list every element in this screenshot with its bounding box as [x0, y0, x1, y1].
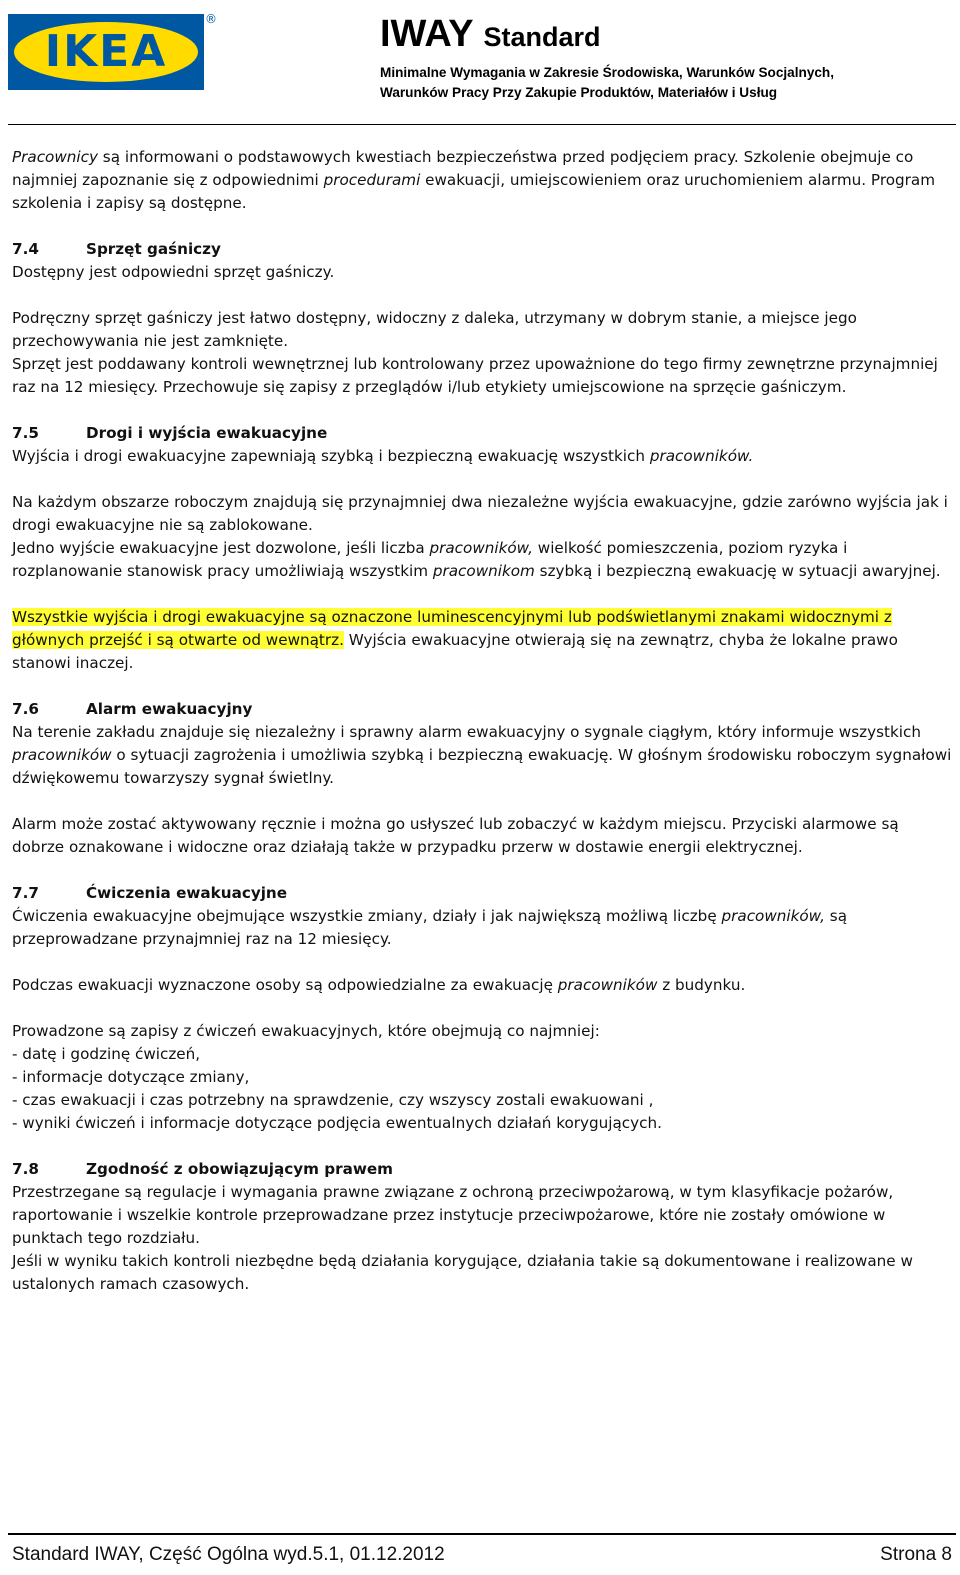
document-subtitle	[380, 63, 955, 103]
term-pracownikow: pracowników,	[429, 539, 533, 557]
paragraph	[12, 445, 954, 468]
text-span: Ćwiczenia ewakuacyjne obejmujące wszystkie zmiany, działy i jak największą możliwą liczbę	[12, 907, 722, 925]
document-title	[380, 12, 955, 59]
section-heading-7-8	[12, 1158, 954, 1181]
paragraph: Podręczny sprzęt gaśniczy jest łatwo dostępny, widoczny z daleka, utrzymany w dobrym stanie, a miejsce jego przechowywania nie jest zamknięte.	[12, 309, 857, 350]
paragraph	[12, 905, 954, 951]
footer-page-number: Strona 8	[880, 1544, 952, 1565]
text-span: Wyjścia i drogi ewakuacyjne zapewniają szybką i bezpieczną ewakuację wszystkich	[12, 447, 650, 465]
paragraph: Sprzęt jest poddawany kontroli wewnętrznej lub kontrolowany przez upoważnione do tego firmy zewnętrzne przynajmniej raz na 12 miesięcy. Przechowuje się zapisy z przeglądów i/lub etykiety umiejscowione na sprzęcie gaśniczym.	[12, 355, 938, 396]
list-item: - wyniki ćwiczeń i informacje dotyczące podjęcia ewentualnych działań korygujących.	[12, 1114, 662, 1132]
paragraph: Na każdym obszarze roboczym znajdują się przynajmniej dwa niezależne wyjścia ewakuacyjne, gdzie zarówno wyjścia jak i drogi ewakuacyjne nie są zablokowane.	[12, 493, 948, 534]
section-title: Ćwiczenia ewakuacyjne	[86, 884, 288, 902]
text-span: z budynku.	[657, 976, 746, 994]
section-number: 7.6	[12, 700, 39, 718]
term-pracownikow: pracowników.	[649, 447, 754, 465]
text-span: Wyjścia ewakuacyjne otwierają się na zewnątrz, chyba że lokalne prawo stanowi inaczej.	[12, 631, 898, 672]
text-span: Jedno wyjście ewakuacyjne jest dozwolone, jeśli liczba	[12, 539, 430, 557]
section-number: 7.8	[12, 1160, 39, 1178]
section-heading-7-6	[12, 698, 954, 721]
text-span: ewakuacji, umiejscowieniem oraz uruchomieniem alarmu. Program szkolenia i zapisy są dostępne.	[12, 171, 936, 212]
section-number: 7.5	[12, 424, 39, 442]
term-pracownicy: Pracownicy	[12, 148, 98, 166]
footer-document-info: Standard IWAY, Część Ogólna wyd.5.1, 01.12.2012	[12, 1544, 445, 1565]
section-title: Zgodność z obowiązującym prawem	[86, 1160, 394, 1178]
footer-divider	[8, 1533, 956, 1535]
highlighted-text: Wszystkie wyjścia i drogi ewakuacyjne są oznaczone luminescencyjnymi lub podświetlanymi znakami widocznymi z głównych przejść i są otwarte od wewnątrz.	[12, 608, 892, 649]
text-span: wielkość pomieszczenia, poziom ryzyka i rozplanowanie stanowisk pracy umożliwiają wszystkim	[12, 539, 848, 580]
list-item: - informacje dotyczące zmiany,	[12, 1068, 250, 1086]
paragraph	[12, 606, 954, 675]
section-heading-7-4	[12, 238, 954, 261]
section-title: Drogi i wyjścia ewakuacyjne	[86, 424, 328, 442]
text-span: są informowani o podstawowych kwestiach bezpieczeństwa przed podjęciem pracy. Szkolenie obejmuje co najmniej zapoznanie się z odpowiednimi	[12, 148, 914, 189]
paragraph: Przestrzegane są regulacje i wymagania prawne związane z ochroną przeciwpożarową, w tym klasyfikacje pożarów, raportowanie i wszelkie kontrole przeprowadzane przez instytucje przeciwpożarowe, które nie zostały omówione w punktach tego rozdziału.	[12, 1183, 894, 1247]
paragraph	[12, 721, 954, 790]
text-span: o sytuacji zagrożenia i umożliwia szybką i bezpieczną ewakuację. W głośnym środowisku roboczym sygnałowi dźwiękowemu towarzyszy sygnał świetlny.	[12, 746, 952, 787]
term-pracownikow: pracowników	[557, 976, 658, 994]
page-footer	[12, 1543, 952, 1567]
document-body	[12, 146, 954, 1296]
subtitle-line-1: Minimalne Wymagania w Zakresie Środowiska, Warunków Socjalnych,	[380, 65, 835, 80]
section-title: Sprzęt gaśniczy	[86, 240, 221, 258]
term-pracownikom: pracownikom	[432, 562, 535, 580]
list-item: - datę i godzinę ćwiczeń,	[12, 1045, 201, 1063]
intro-paragraph	[12, 146, 954, 215]
subtitle-line-2: Warunków Pracy Przy Zakupie Produktów, Materiałów i Usług	[380, 85, 778, 100]
term-procedurami: procedurami	[323, 171, 421, 189]
paragraph: Jeśli w wyniku takich kontroli niezbędne będą działania korygujące, działania takie są dokumentowane i realizowane w ustalonych ramach czasowych.	[12, 1252, 913, 1293]
section-number: 7.4	[12, 240, 39, 258]
text-span: są przeprowadzane przynajmniej raz na 12 miesięcy.	[12, 907, 848, 948]
paragraph: Alarm może zostać aktywowany ręcznie i można go usłyszeć lub zobaczyć w każdym miejscu. Przyciski alarmowe są dobrze oznakowane i widoczne oraz działają także w przypadku przerw w dostawie energii elektrycznej.	[12, 815, 899, 856]
paragraph	[12, 974, 954, 997]
title-block	[380, 12, 955, 103]
paragraph: Prowadzone są zapisy z ćwiczeń ewakuacyjnych, które obejmują co najmniej:	[12, 1022, 600, 1040]
term-pracownikow: pracowników,	[721, 907, 825, 925]
title-standard: Standard	[483, 22, 601, 52]
text-span: Podczas ewakuacji wyznaczone osoby są odpowiedzialne za ewakuację	[12, 976, 558, 994]
section-heading-7-7	[12, 882, 954, 905]
page-header	[0, 0, 960, 126]
term-pracownikow: pracowników	[12, 746, 112, 764]
paragraph	[12, 537, 954, 583]
paragraph: Dostępny jest odpowiedni sprzęt gaśniczy.	[12, 263, 335, 281]
logo-text: IKEA	[44, 26, 168, 77]
list-item: - czas ewakuacji i czas potrzebny na sprawdzenie, czy wszyscy zostali ewakuowani ,	[12, 1091, 654, 1109]
section-title: Alarm ewakuacyjny	[86, 700, 253, 718]
text-span: Na terenie zakładu znajduje się niezależny i sprawny alarm ewakuacyjny o sygnale ciągłym, który informuje wszystkich	[12, 723, 921, 741]
registered-mark: ®	[205, 12, 217, 26]
section-number: 7.7	[12, 884, 39, 902]
title-iway: IWAY	[380, 13, 473, 55]
section-heading-7-5	[12, 422, 954, 445]
text-span: szybką i bezpieczną ewakuację w sytuacji awaryjnej.	[534, 562, 941, 580]
ikea-logo	[8, 14, 204, 90]
header-divider	[8, 124, 956, 125]
